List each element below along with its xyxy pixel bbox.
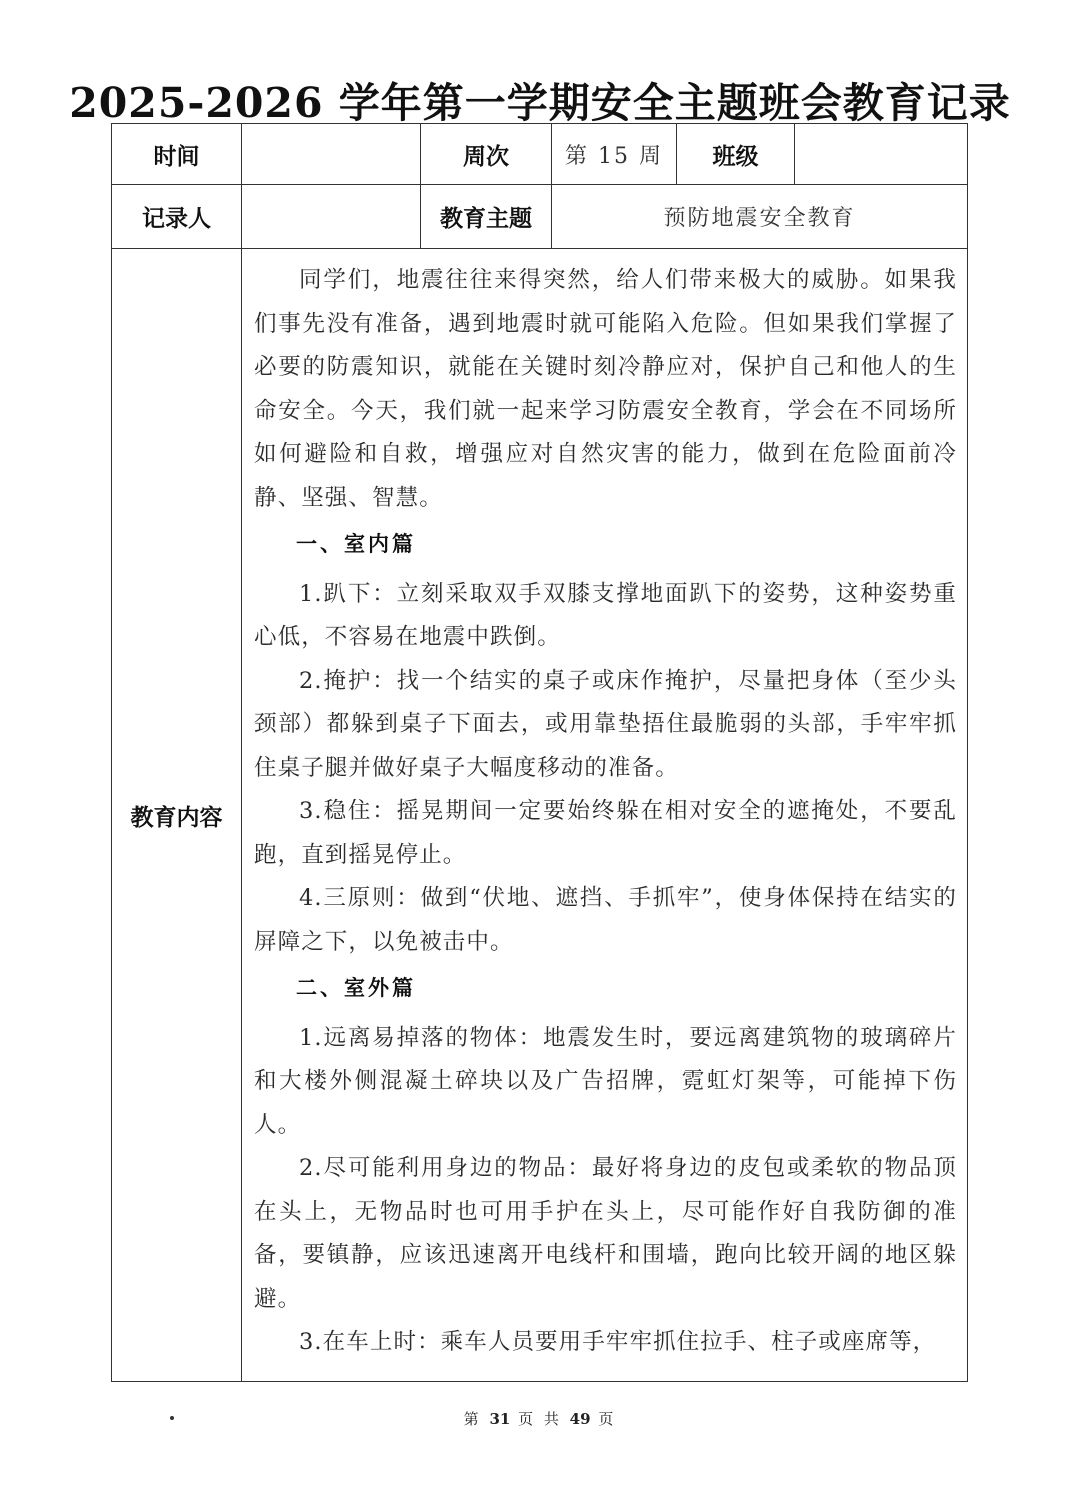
page-title: 2025-2026 学年第一学期安全主题班会教育记录 (69, 79, 1011, 127)
page-total: 49 (569, 1410, 591, 1428)
table-row (112, 249, 968, 1382)
table-row (112, 124, 968, 185)
content-label: 教育内容 (112, 249, 242, 1382)
time-value (242, 124, 421, 185)
list-item: 2.尽可能利用身边的物品：最好将身边的皮包或柔软的物品顶在头上，无物品时也可用手护在头上，尽可能作好自我防御的准备，要镇静，应该迅速离开电线杆和围墙，跑向比较开阔的地区躲避。 (254, 1155, 957, 1312)
theme-value: 预防地震安全教育 (552, 185, 968, 249)
recorder-value (242, 185, 421, 249)
footer-prefix: 第 (463, 1410, 482, 1428)
list-item: 1.趴下：立刻采取双手双膝支撑地面趴下的姿势，这种姿势重心低，不容易在地震中跌倒。 (254, 580, 957, 650)
record-table (111, 123, 968, 1382)
list-item: 1.远离易掉落的物体：地震发生时，要远离建筑物的玻璃碎片和大楼外侧混凝土碎块以及广告招牌，霓虹灯架等，可能掉下伤人。 (254, 1024, 957, 1138)
list-item: 3.在车上时：乘车人员要用手牢牢抓住拉手、柱子或座席等， (299, 1329, 937, 1355)
table-row (112, 185, 968, 249)
page-current: 31 (489, 1410, 511, 1428)
intro-paragraph: 同学们，地震往往来得突然，给人们带来极大的威胁。如果我们事先没有准备，遇到地震时就可能陷入危险。但如果我们掌握了必要的防震知识，就能在关键时刻冷静应对，保护自己和他人的生命安全。今天，我们就一起来学习防震安全教育，学会在不同场所如何避险和自救，增强应对自然灾害的能力，做到在危险面前冷静、坚强、智慧。 (254, 267, 957, 511)
list-item: 2.掩护：找一个结实的桌子或床作掩护，尽量把身体（至少头颈部）都躲到桌子下面去，或用靠垫捂住最脆弱的头部，手牢牢抓住桌子腿并做好桌子大幅度移动的准备。 (254, 667, 957, 781)
theme-label: 教育主题 (421, 185, 552, 249)
week-label: 周次 (421, 124, 552, 185)
time-label: 时间 (112, 124, 242, 185)
class-label: 班级 (677, 124, 795, 185)
section-heading-outdoor: 二、室外篇 (296, 975, 416, 1000)
section-heading-indoor: 一、室内篇 (296, 531, 416, 556)
list-item: 3.稳住：摇晃期间一定要始终躲在相对安全的遮掩处，不要乱跑，直到摇晃停止。 (254, 798, 957, 868)
content-cell (242, 249, 968, 1382)
class-value (795, 124, 968, 185)
list-item: 4.三原则：做到“伏地、遮挡、手抓牢”，使身体保持在结实的屏障之下，以免被击中。 (254, 885, 957, 955)
week-value: 第 15 周 (552, 124, 677, 185)
recorder-label: 记录人 (112, 185, 242, 249)
content-body (242, 249, 967, 1365)
footer-suffix: 页 (598, 1410, 617, 1428)
page-footer (0, 1408, 1080, 1429)
footer-middle: 页 共 (518, 1410, 562, 1428)
